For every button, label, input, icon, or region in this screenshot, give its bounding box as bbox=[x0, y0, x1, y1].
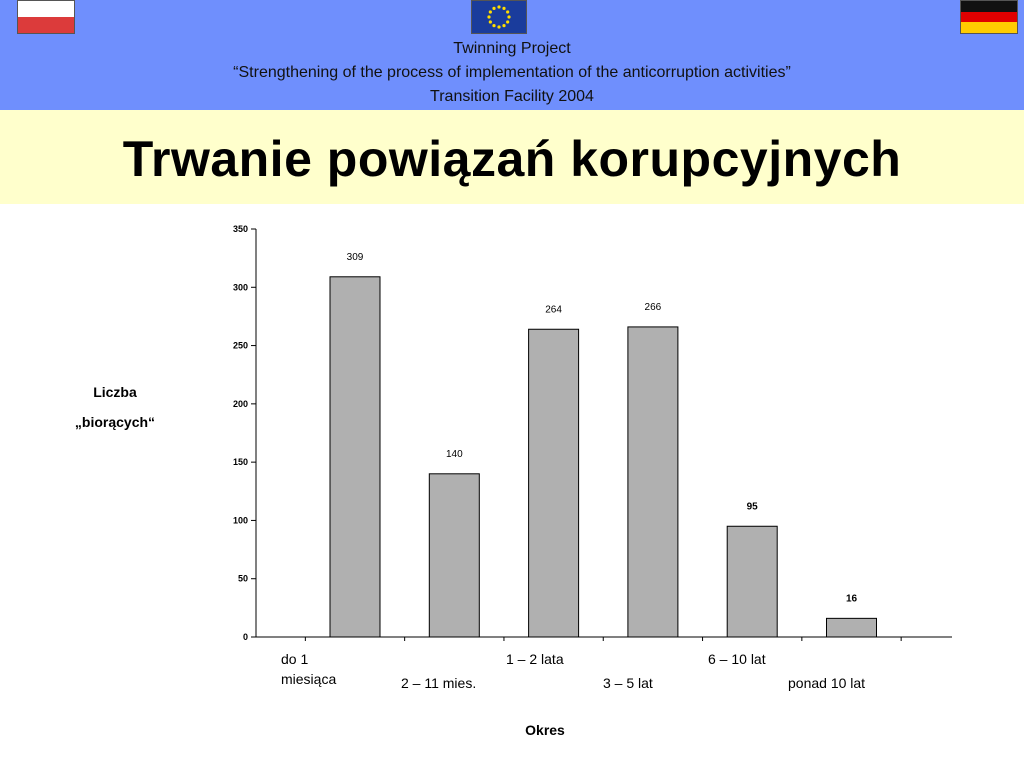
y-tick-label-200: 200 bbox=[232, 398, 248, 409]
x-category-label-4: 3 – 5 lat bbox=[603, 675, 653, 691]
bar-4 bbox=[628, 327, 678, 637]
x-category-label-1 bbox=[281, 649, 336, 689]
x-axis-label: Okres bbox=[525, 722, 565, 738]
y-tick-label-300: 300 bbox=[232, 282, 248, 293]
bar-1 bbox=[330, 277, 380, 637]
x-category-label-5: 6 – 10 lat bbox=[708, 651, 766, 667]
data-label-2: 140 bbox=[445, 448, 463, 460]
bar-5 bbox=[727, 526, 777, 637]
page-title: Trwanie powiązań korupcyjnych bbox=[122, 131, 902, 187]
header-project-name: Twinning Project bbox=[453, 40, 571, 57]
data-label-3: 264 bbox=[545, 304, 562, 316]
bar-3 bbox=[529, 329, 579, 637]
data-label-5: 95 bbox=[746, 501, 758, 513]
data-label-6: 16 bbox=[845, 593, 858, 605]
y-axis-label-line-1: Liczba bbox=[93, 384, 137, 400]
x-category-label-2: 2 – 11 mies. bbox=[401, 675, 477, 691]
y-tick-label-250: 250 bbox=[232, 340, 248, 351]
y-tick-label-0: 0 bbox=[242, 632, 248, 642]
y-tick-label-100: 100 bbox=[232, 515, 248, 526]
bar-2 bbox=[429, 474, 479, 637]
x-category-label-3: 1 – 2 lata bbox=[506, 651, 564, 667]
y-axis-label-line-2: „biorących“ bbox=[74, 414, 156, 430]
data-label-4: 266 bbox=[644, 301, 662, 313]
header-facility: Transition Facility 2004 bbox=[430, 88, 594, 105]
bar-6 bbox=[827, 618, 877, 637]
x-category-label-1-line-2: miesiąca bbox=[281, 671, 337, 687]
y-tick-label-50: 50 bbox=[237, 573, 248, 584]
x-category-label-6: ponad 10 lat bbox=[788, 675, 866, 691]
y-tick-label-350: 350 bbox=[232, 224, 248, 234]
header-project-description: “Strengthening of the process of implementation of the anticorruption activities” bbox=[233, 64, 791, 81]
y-tick-label-150: 150 bbox=[232, 457, 248, 468]
x-category-label-1-line-1: do 1 bbox=[281, 651, 309, 667]
data-label-1: 309 bbox=[346, 251, 364, 263]
